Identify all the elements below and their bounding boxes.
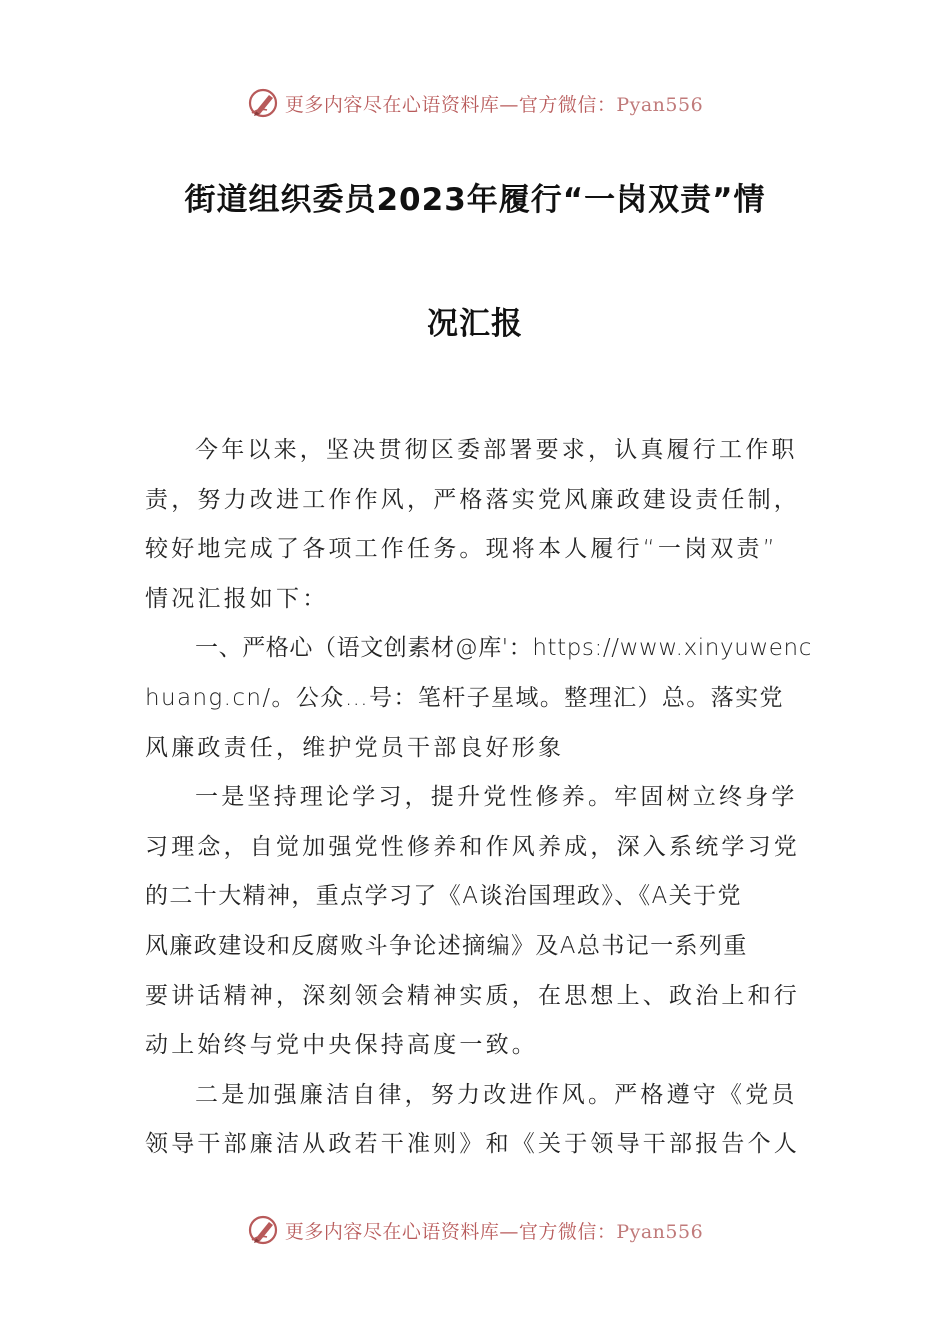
body-line: 风廉政建设和反腐败斗争论述摘编》及A总书记一系列重	[145, 932, 748, 959]
body-line: 二是加强廉洁自律，努力改进作风。严格遵守《党员	[195, 1081, 798, 1108]
body-line: 较好地完成了各项工作任务。现将本人履行“一岗双责”	[145, 536, 778, 563]
banner-label: 更多内容尽在心语资料库—官方微信：	[284, 1220, 617, 1243]
banner-wechat-id: Pyan556	[616, 1220, 704, 1243]
document-title-line-1: 街道组织委员2023年履行“一岗双责”情	[184, 182, 766, 218]
body-line: 领导干部廉洁从政若干准则》和《关于领导干部报告个人	[145, 1131, 800, 1158]
banner-text	[285, 90, 703, 117]
banner-text	[285, 1217, 703, 1244]
pen-logo-icon	[247, 86, 281, 120]
body-line: 一、严格心（语文创素材@库'：https://www.xinyuwenc	[195, 635, 812, 662]
footer-watermark-banner	[0, 1210, 950, 1250]
body-line: 的二十大精神，重点学习了《A谈治国理政》、《A关于党	[145, 883, 742, 910]
body-line: huang.cn/。公众…号：笔杆子星域。整理汇）总。落实党	[145, 684, 784, 711]
body-line: 情况汇报如下：	[145, 585, 329, 612]
body-line: 风廉政责任，维护党员干部良好形象	[145, 734, 565, 761]
banner-wechat-id: Pyan556	[616, 93, 704, 116]
body-line: 责，努力改进工作作风，严格落实党风廉政建设责任制，	[145, 486, 800, 513]
body-line: 动上始终与党中央保持高度一致。	[145, 1032, 538, 1059]
body-line: 今年以来，坚决贯彻区委部署要求，认真履行工作职	[195, 437, 798, 463]
body-line: 习理念，自觉加强党性修养和作风养成，深入系统学习党	[145, 833, 800, 860]
header-watermark-banner	[0, 83, 950, 123]
document-body	[145, 426, 812, 1170]
document-title-line-2: 况汇报	[427, 306, 523, 342]
pen-logo-icon	[247, 1213, 281, 1247]
body-line: 一是坚持理论学习，提升党性修养。牢固树立终身学	[195, 784, 798, 811]
body-line: 要讲话精神，深刻领会精神实质，在思想上、政治上和行	[145, 982, 800, 1009]
banner-label: 更多内容尽在心语资料库—官方微信：	[284, 93, 617, 116]
